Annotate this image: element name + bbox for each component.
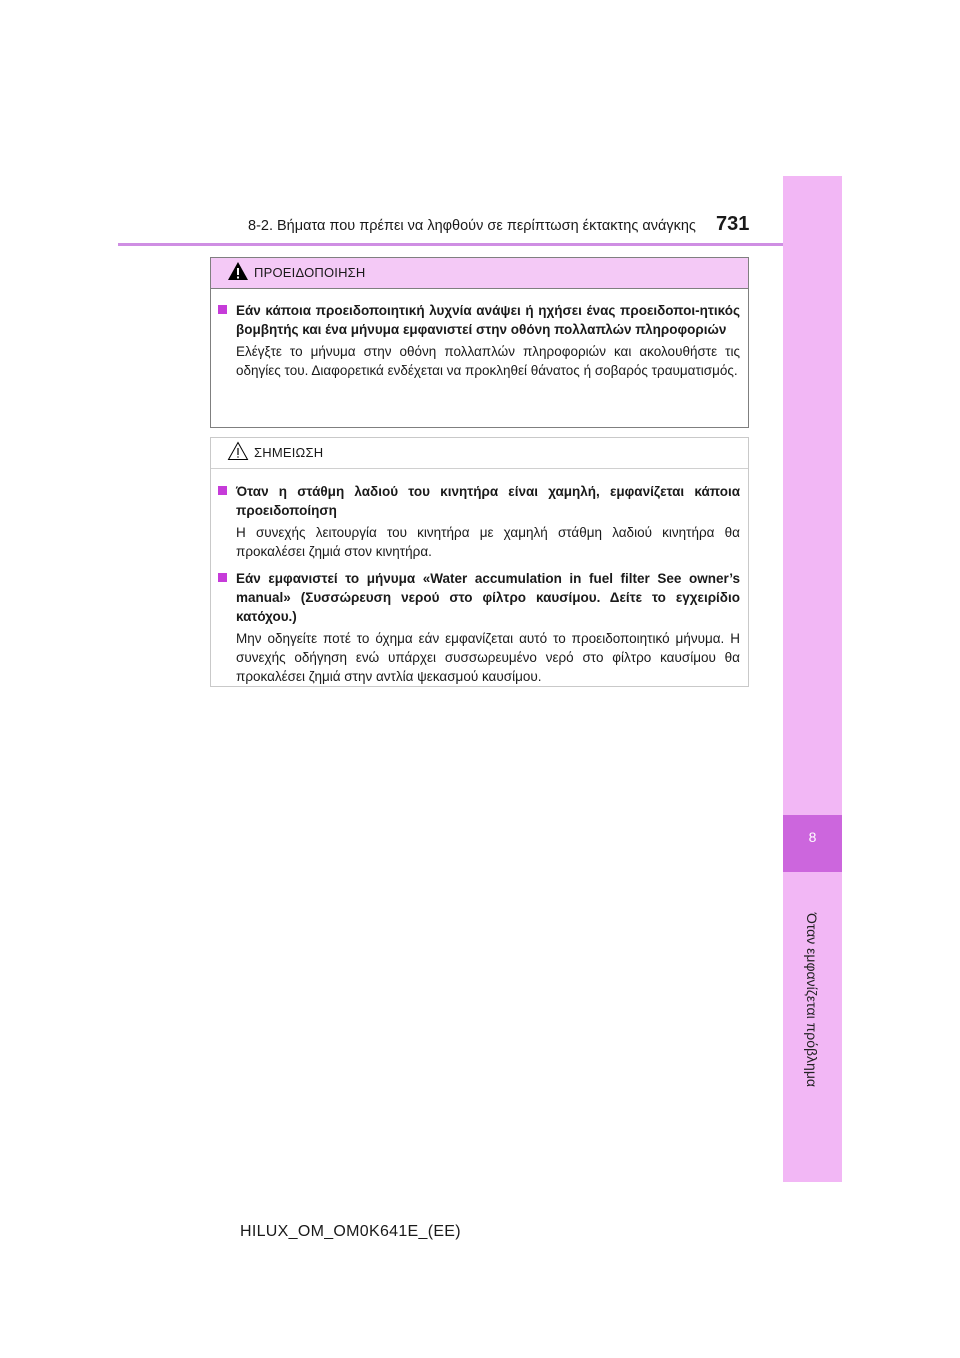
warning-item-title: Εάν κάποια προειδοποιητική λυχνία ανάψει ή ηχήσει ένας προειδοποι-ητικός βομβητής και ένα μήνυμα εμφανιστεί στην οθόνη πολλαπλών πληροφοριών	[236, 303, 740, 337]
warning-triangle-filled-icon	[227, 261, 249, 281]
warning-item	[218, 301, 740, 380]
note-item-body: Η συνεχής λειτουργία του κινητήρα με χαμηλή στάθμη λαδιού κινητήρα θα προκαλέσει ζημιά στον κινητήρα.	[236, 525, 740, 559]
warning-box	[210, 257, 749, 428]
warning-triangle-outline-icon	[227, 441, 249, 461]
header-divider	[118, 243, 783, 246]
square-bullet-icon	[218, 305, 227, 314]
note-item	[218, 569, 740, 686]
note-box	[210, 437, 749, 687]
chapter-title: Όταν εμφανίζεται πρόβλημα	[804, 913, 820, 1087]
note-box-header	[211, 438, 748, 469]
warning-box-header	[211, 258, 748, 289]
page-number: 731	[716, 213, 750, 235]
note-item-body: Μην οδηγείτε ποτέ το όχημα εάν εμφανίζεται αυτό το προειδοποιητικό μήνυμα. Η συνεχής οδήγηση ενώ υπάρχει συσσωρευμένο νερό στο φίλτρο καυσίμου θα προκαλέσει ζημιά στην αντλία ψεκασμού καυσίμου.	[236, 631, 740, 684]
square-bullet-icon	[218, 486, 227, 495]
note-item-title: Εάν εμφανιστεί το μήνυμα «Water accumulation in fuel filter See owner’s manual» (Συσσώρευση νερού στο φίλτρο καυσίμου. Δείτε το εγχειρίδιο κατόχου.)	[236, 571, 740, 624]
warning-item-body: Ελέγξτε το μήνυμα στην οθόνη πολλαπλών πληροφοριών και ακολουθήστε τις οδηγίες του. Διαφορετικά ενδέχεται να προκληθεί θάνατος ή σοβαρός τραυματισμός.	[236, 344, 740, 378]
note-item-title: Όταν η στάθμη λαδιού του κινητήρα είναι χαμηλή, εμφανίζεται κάποια προειδοποίηση	[236, 484, 740, 518]
section-title: 8-2. Βήματα που πρέπει να ληφθούν σε περίπτωση έκτακτης ανάγκης	[248, 218, 696, 234]
warning-label: ΠΡΟΕΙΔΟΠΟΙΗΣΗ	[254, 265, 366, 280]
document-code: HILUX_OM_OM0K641E_(EE)	[240, 1223, 461, 1240]
square-bullet-icon	[218, 573, 227, 582]
note-item	[218, 482, 740, 561]
note-label: ΣΗΜΕΙΩΣΗ	[254, 445, 324, 460]
chapter-number: 8	[808, 829, 817, 845]
